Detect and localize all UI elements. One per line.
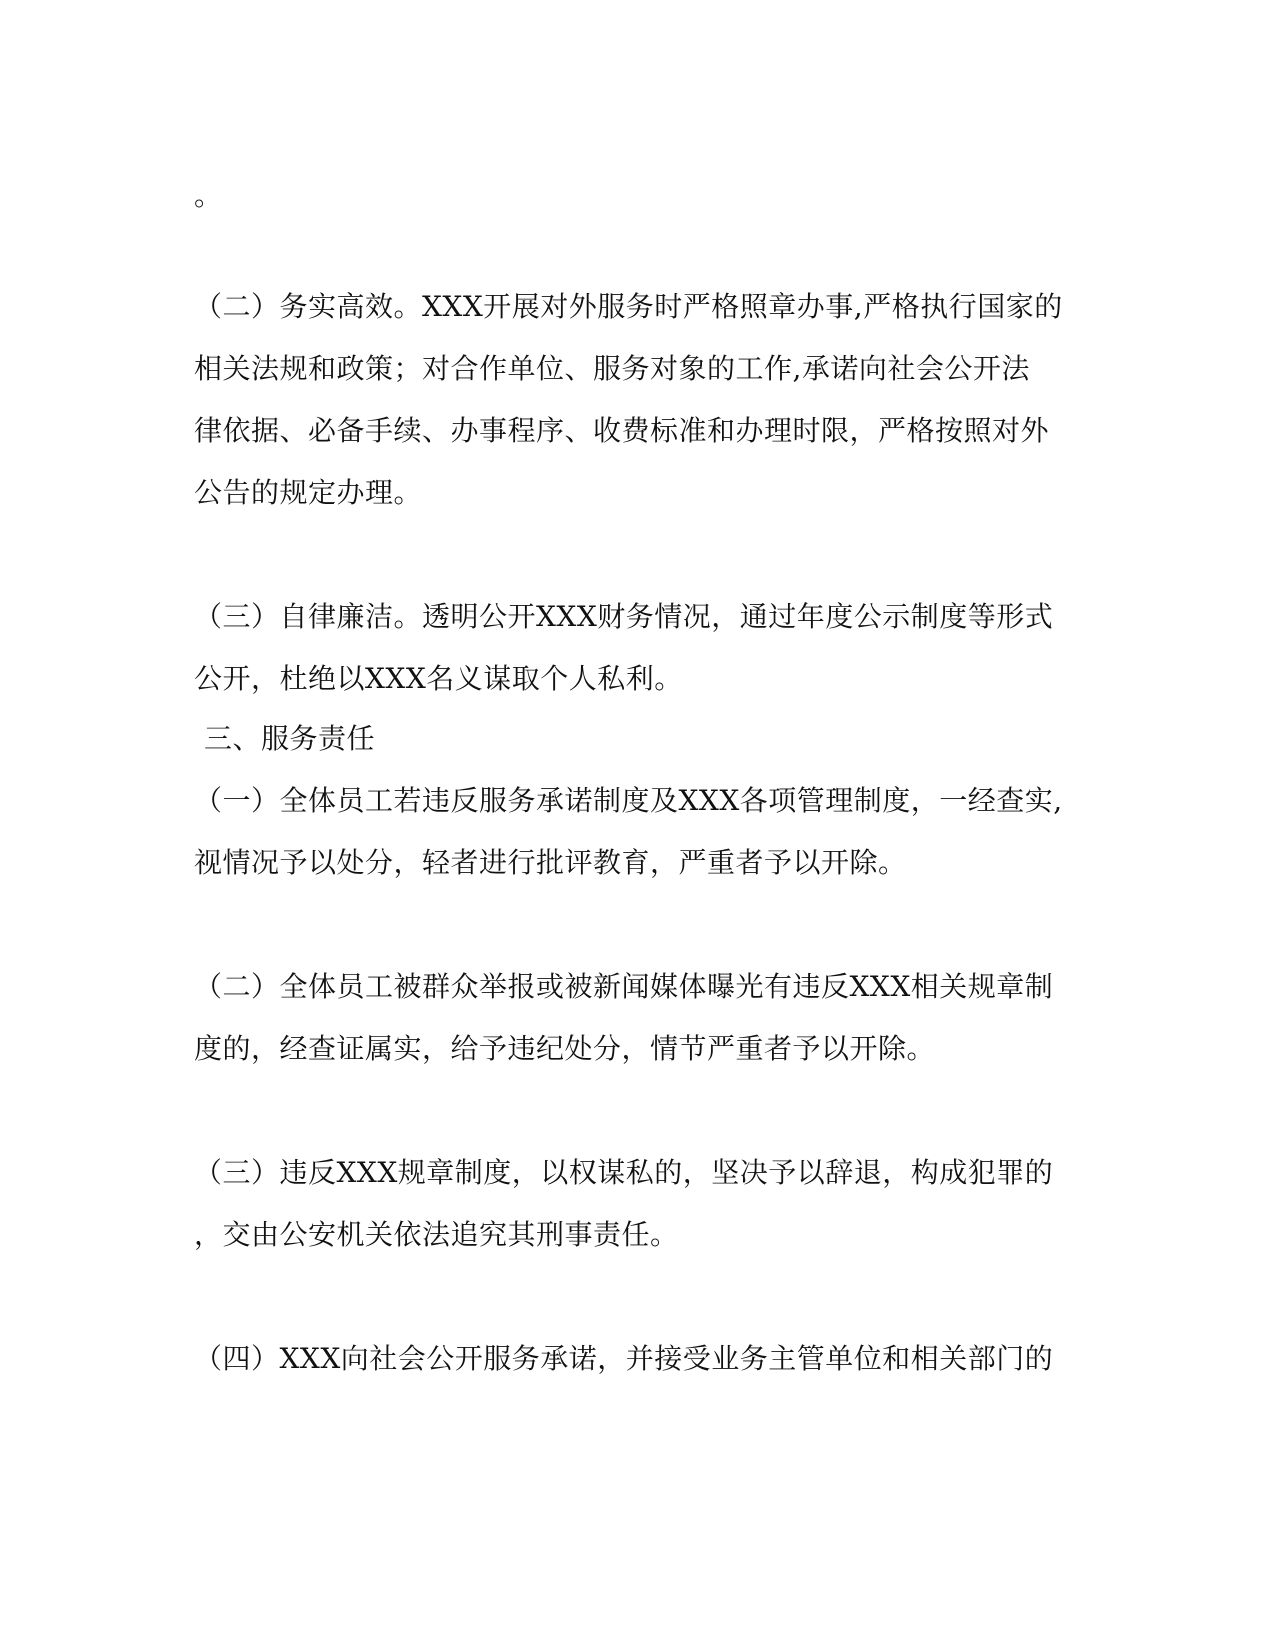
text-line: ，交由公安机关依法追究其刑事责任。: [194, 1218, 679, 1251]
text-line: （三）违反XXX规章制度，以权谋私的，坚决予以辞退，构成犯罪的: [194, 1156, 1054, 1189]
text-line: 公开，杜绝以XXX名义谋取个人私利。: [194, 662, 683, 695]
text-line: 视情况予以处分，轻者进行批评教育，严重者予以开除。: [194, 846, 907, 879]
text-line: 相关法规和政策；对合作单位、服务对象的工作,承诺向社会公开法: [194, 352, 1030, 385]
text-line: 律依据、必备手续、办事程序、收费标准和办理时限，严格按照对外: [194, 414, 1050, 447]
text-line: 度的，经查证属实，给予违纪处分，情节严重者予以开除。: [194, 1032, 936, 1065]
text-line: 。: [194, 179, 223, 212]
text-line: （二）务实高效。XXX开展对外服务时严格照章办事,严格执行国家的: [194, 290, 1063, 323]
section-heading: 三、服务责任: [204, 722, 376, 755]
text-line: （二）全体员工被群众举报或被新闻媒体曝光有违反XXX相关规章制: [194, 970, 1054, 1003]
text-line: （三）自律廉洁。透明公开XXX财务情况，通过年度公示制度等形式: [194, 600, 1054, 633]
text-line: （一）全体员工若违反服务承诺制度及XXX各项管理制度，一经查实,: [194, 784, 1063, 817]
text-line: 公告的规定办理。: [194, 476, 423, 509]
text-line: （四）XXX向社会公开服务承诺，并接受业务主管单位和相关部门的: [194, 1342, 1054, 1375]
